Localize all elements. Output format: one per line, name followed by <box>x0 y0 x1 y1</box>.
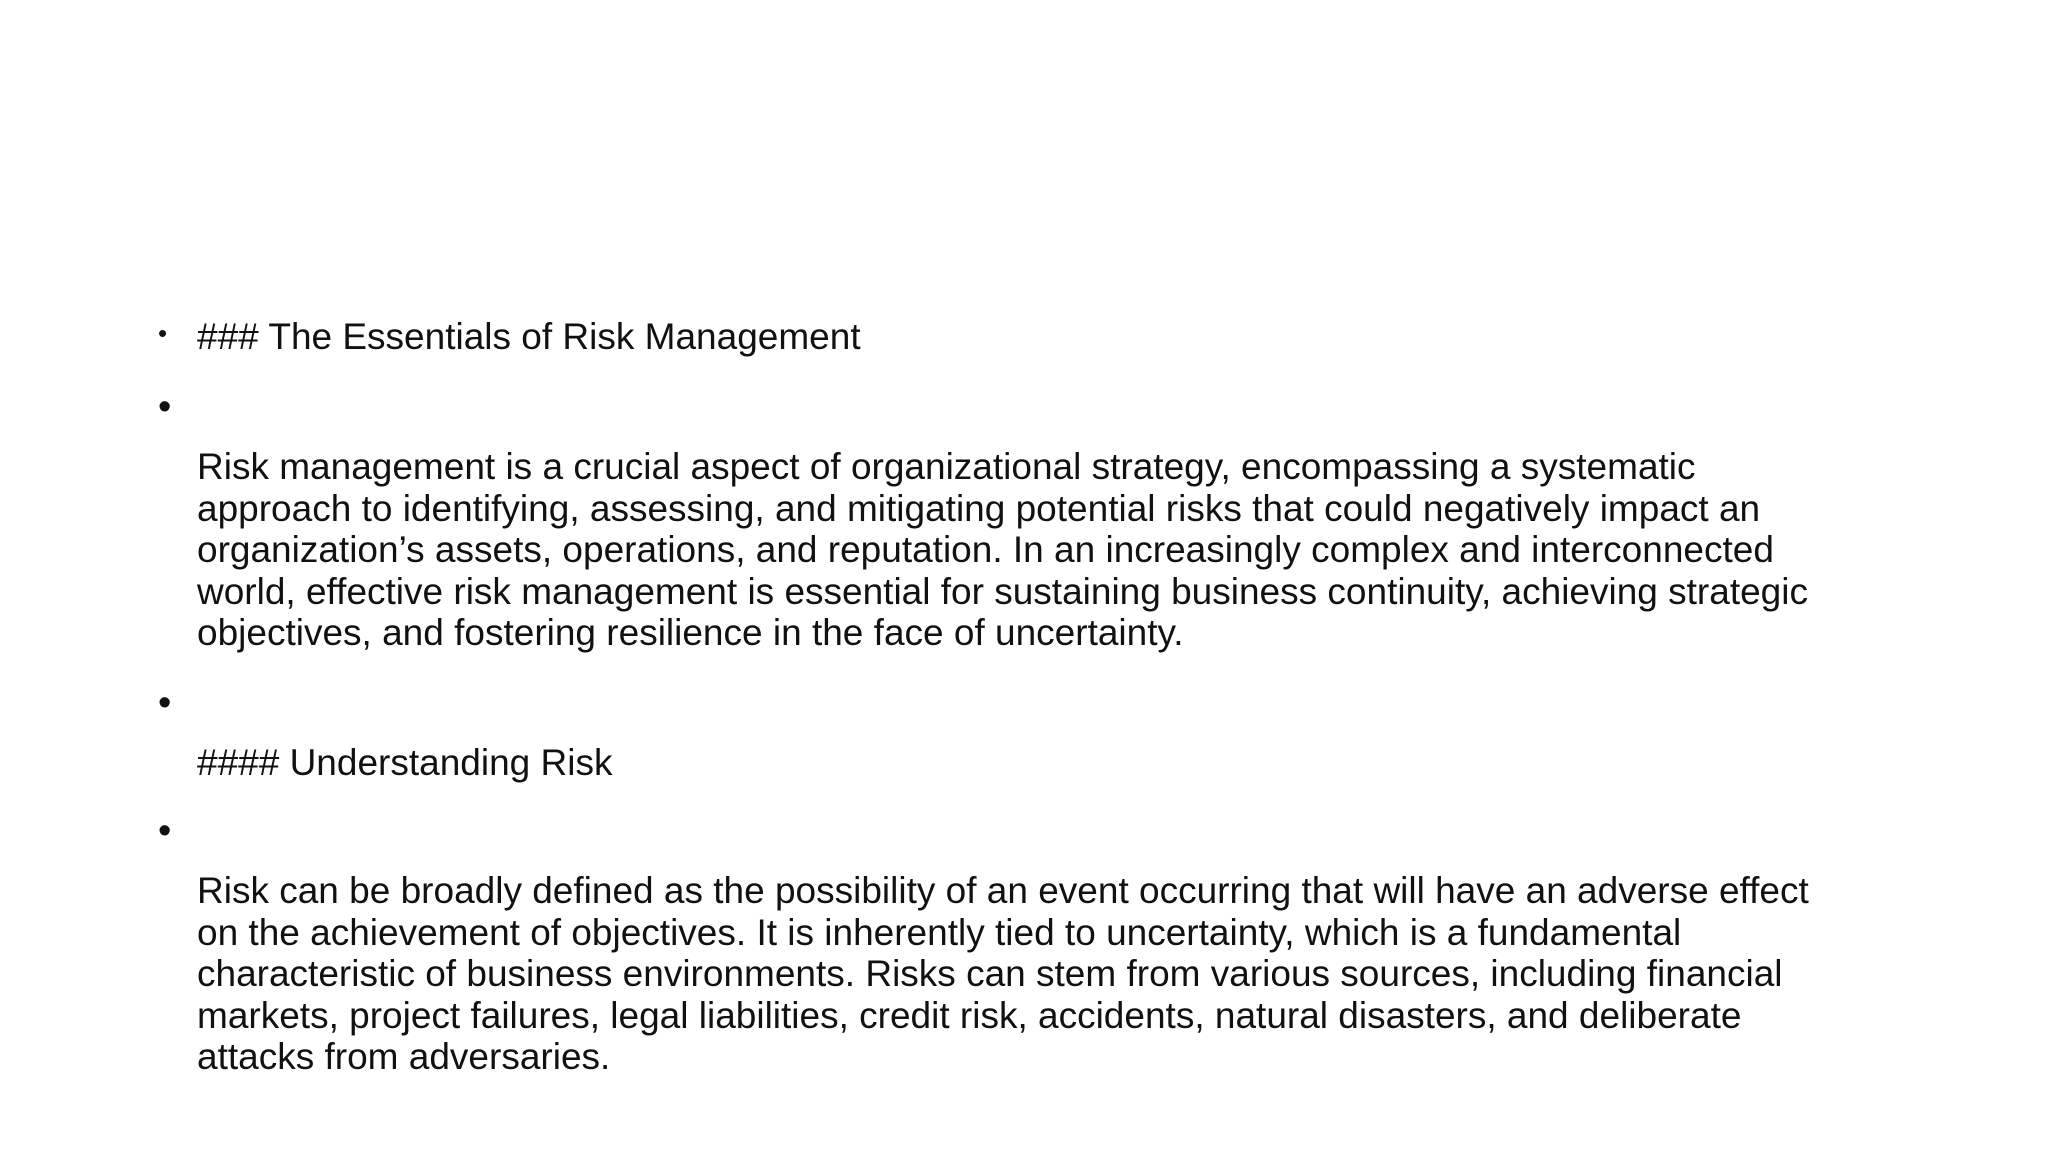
bullet-icon: • <box>158 386 172 428</box>
bullet-icon: • <box>158 810 172 852</box>
bullet-icon: • <box>158 682 172 724</box>
section-heading: ### The Essentials of Risk Management <box>197 316 861 357</box>
intro-paragraph: Risk management is a crucial aspect of organizational strategy, encompassing a systematic approach to identifying, assessing, and mitigating potential risks that could negatively impact an organization’s assets, operations, and reputation. In an increasingly complex and interconnected world, effective risk management is essential for sustaining business continuity, achieving strategic objectives, and fostering resilience in the face of uncertainty. <box>197 446 1808 653</box>
bullet-icon: • <box>158 318 168 348</box>
definition-paragraph: Risk can be broadly defined as the possibility of an event occurring that will have an adverse effect on the achievement of objectives. It is inherently tied to uncertainty, which is a fundamental characteristic of business environments. Risks can stem from various sources, including financial markets, project failures, legal liabilities, credit risk, accidents, natural disasters, and deliberate attacks from adversaries. <box>197 870 1809 1077</box>
subsection-heading: #### Understanding Risk <box>197 742 613 783</box>
